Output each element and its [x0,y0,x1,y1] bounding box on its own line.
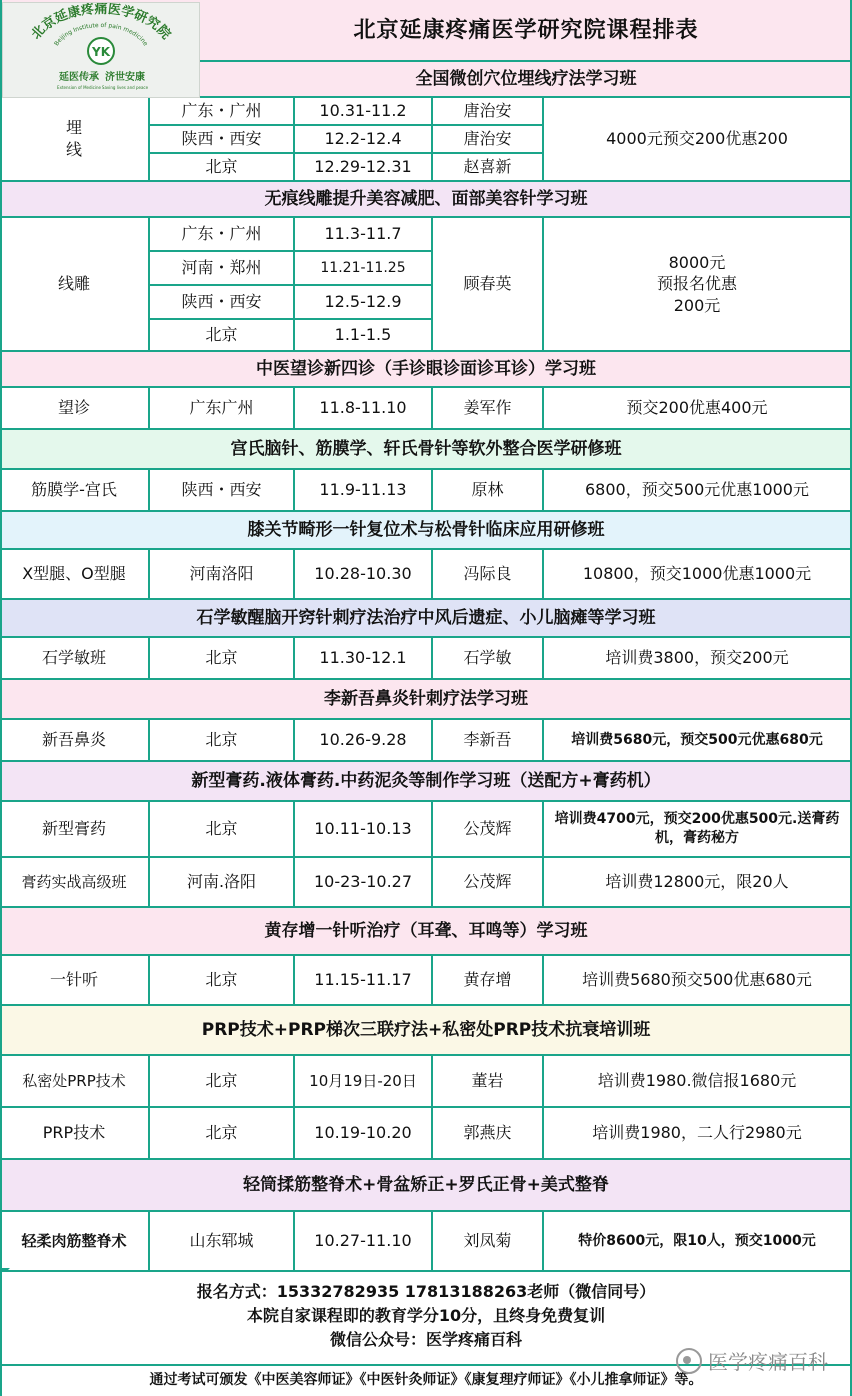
section-title: 李新吾鼻炎针刺疗法学习班 [0,680,852,720]
fee: 4000元预交200优惠200 [544,98,852,182]
table-left-border [0,0,2,1396]
course-name: 新型膏药 [0,802,150,858]
section-title: 膝关节畸形一针复位术与松骨针临床应用研修班 [0,512,852,550]
teacher: 黄存增 [433,956,544,1006]
fee: 特价8600元，限10人，预交1000元 [544,1212,852,1272]
location: 广东・广州 [150,218,295,252]
location: 北京 [150,320,295,352]
date-range: 10.28-10.30 [295,550,433,600]
location: 山东郓城 [150,1212,295,1272]
teacher: 公茂辉 [433,858,544,908]
teacher: 李新吾 [433,720,544,762]
location: 陕西・西安 [150,126,295,154]
course-name: 筋膜学-宫氏 [0,470,150,512]
logo-motto-left-en: Extension of Medicine [57,85,101,90]
fee: 10800，预交1000优惠1000元 [544,550,852,600]
date-range: 11.3-11.7 [295,218,433,252]
location: 北京 [150,1056,295,1108]
location: 北京 [150,802,295,858]
location: 广东・广州 [150,98,295,126]
wechat-watermark [676,1346,828,1375]
section-title: 宫氏脑针、筋膜学、轩氏骨针等软外整合医学研修班 [0,430,852,470]
logo-motto-right: 济世安康 [105,72,145,83]
logo-emblem-icon [3,3,199,97]
location: 陕西・西安 [150,470,295,512]
teacher: 冯际良 [433,550,544,600]
watermark-text: 医学疼痛百科 [708,1350,828,1374]
fee: 培训费4700元，预交200优惠500元.送膏药机，膏药秘方 [544,802,852,858]
course-name: 轻柔肉筋整脊术 [0,1212,150,1272]
date-range: 1.1-1.5 [295,320,433,352]
course-name: PRP技术 [0,1108,150,1160]
logo-mark: YK [92,45,110,59]
location: 北京 [150,720,295,762]
date-range: 10.11-10.13 [295,802,433,858]
location: 河南・郑州 [150,252,295,286]
location: 北京 [150,1108,295,1160]
teacher: 顾春英 [433,218,544,352]
date-range: 10.19-10.20 [295,1108,433,1160]
date-range: 10.31-11.2 [295,98,433,126]
fee: 培训费3800，预交200元 [544,638,852,680]
date-range: 12.29-12.31 [295,154,433,182]
credit-note: 本院自家课程即的教育学分10分，且终身免费复训 [246,1306,606,1325]
certificate-note: 通过考试可颁发《中医美容师证》《中医针灸师证》《康复理疗师证》《小儿推拿师证》等。 [149,1372,703,1388]
teacher: 唐治安 [433,98,544,126]
teacher: 郭燕庆 [433,1108,544,1160]
course-name: 膏药实战高级班 [0,858,150,908]
date-range: 11.21-11.25 [295,252,433,286]
fee: 培训费5680元，预交500元优惠680元 [544,720,852,762]
section-title: 全国微创穴位埋线疗法学习班 [0,62,852,98]
contact-phones: 报名方式：15332782935 17813188263老师（微信同号） [196,1282,656,1301]
course-name: 望诊 [0,388,150,430]
date-range: 10-23-10.27 [295,858,433,908]
location: 河南.洛阳 [150,858,295,908]
date-range: 11.15-11.17 [295,956,433,1006]
teacher: 石学敏 [433,638,544,680]
location: 北京 [150,638,295,680]
section-title: 中医望诊新四诊（手诊眼诊面诊耳诊）学习班 [0,352,852,388]
date-range: 10.26-9.28 [295,720,433,762]
location: 北京 [150,956,295,1006]
course-name: 石学敏班 [0,638,150,680]
fee: 培训费5680预交500优惠680元 [544,956,852,1006]
location: 北京 [150,154,295,182]
fee: 培训费1980，二人行2980元 [544,1108,852,1160]
date-range: 12.2-12.4 [295,126,433,154]
date-range: 11.8-11.10 [295,388,433,430]
section-title: 轻筒揉筋整脊术+骨盆矫正+罗氏正骨+美式整脊 [0,1160,852,1212]
course-name: 私密处PRP技术 [0,1056,150,1108]
fee: 8000元 预报名优惠 200元 [544,218,852,352]
teacher: 唐治安 [433,126,544,154]
wechat-account: 微信公众号：医学疼痛百科 [329,1330,522,1349]
fee: 6800，预交500元优惠1000元 [544,470,852,512]
date-range: 12.5-12.9 [295,286,433,320]
logo-arc-text: 北京延康疼痛医学研究院 [28,3,174,43]
course-name: 埋 线 [0,98,150,182]
teacher: 刘凤菊 [433,1212,544,1272]
page-title: 北京延康疼痛医学研究院课程排表 [353,18,699,43]
logo-motto-right-en: Saving lives and peace [101,85,149,90]
institute-logo [2,2,200,98]
section-title: 无痕线雕提升美容减肥、面部美容针学习班 [0,182,852,218]
fee: 培训费12800元，限20人 [544,858,852,908]
section-title: 石学敏醒脑开窍针刺疗法治疗中风后遗症、小儿脑瘫等学习班 [0,600,852,638]
teacher: 姜军作 [433,388,544,430]
section-title: 新型膏药.液体膏药.中药泥灸等制作学习班（送配方+膏药机） [0,762,852,802]
teacher: 原林 [433,470,544,512]
date-range: 10月19日-20日 [295,1056,433,1108]
location: 河南洛阳 [150,550,295,600]
logo-arc-subtext: Beijing Institute of pain medicine [53,21,149,48]
fee: 培训费1980.微信报1680元 [544,1056,852,1108]
course-name: 线雕 [0,218,150,352]
teacher: 董岩 [433,1056,544,1108]
course-name: 一针听 [0,956,150,1006]
course-name: 新吾鼻炎 [0,720,150,762]
teacher: 公茂辉 [433,802,544,858]
date-range: 11.30-12.1 [295,638,433,680]
section-title: 黄存增一针听治疗（耳聋、耳鸣等）学习班 [0,908,852,956]
logo-motto-left: 延医传承 [59,72,99,83]
location: 陕西・西安 [150,286,295,320]
course-name: X型腿、O型腿 [0,550,150,600]
date-range: 10.27-11.10 [295,1212,433,1272]
wechat-icon [676,1348,702,1374]
fee: 预交200优惠400元 [544,388,852,430]
date-range: 11.9-11.13 [295,470,433,512]
location: 广东广州 [150,388,295,430]
teacher: 赵喜新 [433,154,544,182]
section-title: PRP技术+PRP梯次三联疗法+私密处PRP技术抗衰培训班 [0,1006,852,1056]
